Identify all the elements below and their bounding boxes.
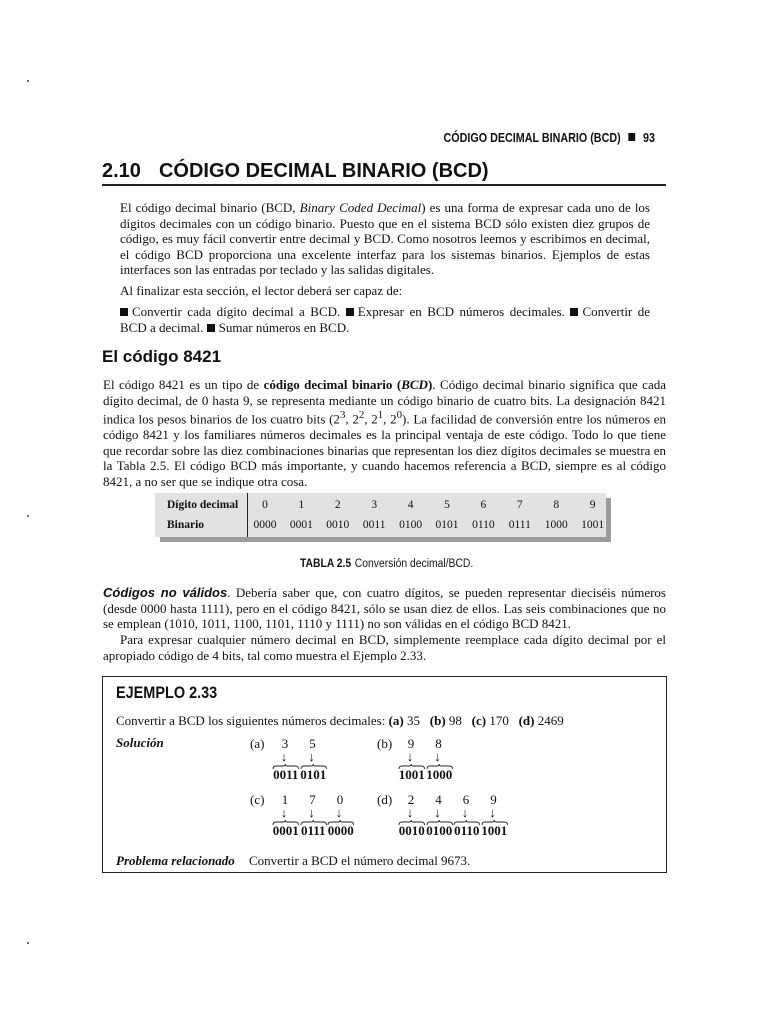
square-bullet-icon [628, 133, 635, 141]
body-text: . Código decimal binario significa que cada dígito decimal, de 0 hasta 9, se representa mediante un código binario de cuatro bits. La designación 8421 indica los pesos binarios de los cuatro bits (2 [103, 377, 666, 427]
invalid-codes-text: . Debería saber que, con cuatro dígitos, se pueden representar dieciséis números (desde 0000 hasta 1111), pero en el código 8421, sólo se usan diez de ellos. Las seis combinaciones que no se emplean (1010, 1011, 1100, 1101, 1110 y 1111) no son válidas en el código BCD 8421. [103, 585, 666, 632]
table-row-label: Dígito decimal [167, 499, 239, 511]
table-cell-binary: 0100 [399, 519, 423, 531]
table-cell-binary: 0000 [253, 519, 277, 531]
table-cell-binary: 0111 [508, 519, 531, 531]
bcd-result [398, 823, 508, 839]
down-arrow-icon: ↓ [434, 749, 441, 764]
table-cell-binary: 1000 [544, 519, 568, 531]
statement-part-value: 2469 [537, 713, 564, 728]
down-arrow-icon: ↓ [280, 749, 288, 764]
body-text: , 2 [345, 411, 359, 427]
invalid-codes-paragraph [103, 585, 666, 632]
table-cell-digit: 2 [334, 499, 341, 511]
bcd-group: 1000 [426, 767, 453, 782]
down-arrow-icon: ↓ [308, 805, 315, 820]
section-title [102, 160, 489, 183]
statement-part-value: 98 [448, 713, 462, 728]
section-rule [102, 184, 666, 186]
statement-part-value: 35 [407, 713, 421, 728]
body-text: , 2 [364, 411, 378, 427]
exponent: 1 [377, 409, 384, 422]
bcd-result [272, 767, 327, 783]
decimal-digit: 4 [435, 792, 442, 807]
decimal-digit: 9 [407, 736, 415, 751]
table-row-label: Binario [167, 519, 205, 531]
table-box [155, 493, 606, 537]
statement-part-label: (a) [388, 713, 404, 728]
bcd-group: 0001 [272, 823, 299, 838]
subsection-title: El código 8421 [102, 347, 222, 366]
intro-text: ) es una forma de expresar cada uno de los dígitos decimales con un código binario. Puesto que en el sistema BCD sólo existen diez grupos de código, es muy fácil convertir entre decimal y BCD. Como nosotros leemos y escribimos en decimal, el código BCD proporciona una excelente interfaz para los sistemas binarios. Ejemplos de estas interfaces son las entradas por teclado y las salidas digitales. [120, 200, 650, 278]
bcd-group: 1001 [398, 767, 425, 782]
table-cell-digit: 1 [298, 499, 305, 511]
down-arrow-icon: ↓ [308, 749, 315, 764]
bcd-group: 0101 [300, 767, 327, 782]
objective-item: Convertir cada dígito decimal a BCD. [132, 304, 341, 319]
bcd-group: 0011 [273, 767, 299, 782]
statement-part-label: (b) [429, 713, 446, 728]
solution-label: Solución [116, 735, 164, 750]
body-bold-text: código decimal binario ( [263, 377, 402, 392]
objective-item: Expresar en BCD números decimales. [357, 304, 565, 319]
body-paragraph [103, 377, 666, 489]
decimal-digit: 7 [309, 792, 316, 807]
decimal-digit: 6 [462, 792, 470, 807]
running-head [436, 131, 655, 145]
exponent: 3 [339, 409, 346, 422]
decimal-digit: 1 [281, 792, 289, 807]
decimal-digit: 3 [281, 736, 289, 751]
example-statement-text: Convertir a BCD los siguientes números decimales: [116, 713, 389, 728]
bcd-result [398, 767, 453, 783]
decimal-digit: 9 [490, 792, 497, 807]
solution-part-label: (b) [377, 736, 393, 751]
table-cell-digit: 4 [407, 499, 414, 511]
statement-part-label: (c) [471, 713, 487, 728]
example-statement [116, 713, 564, 729]
down-arrow-icon: ↓ [461, 805, 469, 820]
table-cell-binary: 0011 [362, 519, 386, 531]
body-bold [264, 377, 433, 392]
down-arrow-icon: ↓ [335, 805, 343, 820]
body-text: , 2 [383, 411, 397, 427]
margin-speck [27, 515, 29, 517]
table-caption-text: Conversión decimal/BCD. [354, 558, 474, 570]
intro-text: El código decimal binario (BCD, [120, 200, 300, 215]
body-bold-text: ) [427, 377, 433, 392]
solution-part-label: (c) [250, 792, 265, 807]
statement-part-value: 170 [489, 713, 509, 728]
table-cell-binary: 0110 [472, 519, 495, 531]
table-cell-digit: 5 [444, 499, 450, 511]
margin-speck [27, 942, 29, 944]
down-arrow-icon: ↓ [406, 805, 414, 820]
objectives-lead: Al finalizar esta sección, el lector deberá ser capaz de: [120, 283, 403, 298]
bcd-result [272, 823, 355, 839]
related-problem-label: Problema relacionado [116, 853, 235, 868]
table-cell-binary: 1001 [581, 519, 605, 531]
table-cell-digit: 7 [516, 499, 523, 511]
intro-paragraph [120, 200, 650, 278]
solution-part-label: (a) [250, 736, 265, 751]
bcd-group: 0110 [454, 823, 480, 838]
square-bullet-icon [207, 324, 215, 332]
intro-emphasis: Binary Coded Decimal [299, 200, 422, 215]
invalid-codes-label: Códigos no válidos [103, 585, 228, 600]
table-cell-digit: 8 [553, 499, 560, 511]
body-text: ). La facilidad de conversión entre los números en código 8421 y los familiares números decimales es la principal ventaja de este código. Todo lo que tiene que recordar sobre las diez combinaciones binarias que representan los diez dígitos decimales se muestra en la Tabla 2.5. El código BCD más importante, y cuando hacemos referencia a BCD, siempre es al código 8421, a no ser que se indique otra cosa. [103, 411, 666, 489]
down-arrow-icon: ↓ [280, 805, 288, 820]
bcd-group: 0111 [300, 823, 326, 838]
bcd-group: 0000 [327, 823, 354, 838]
bcd-group: 0010 [398, 823, 425, 838]
body-bold-emphasis: BCD [401, 377, 428, 392]
example-box [102, 676, 667, 873]
bcd-group: 0100 [426, 823, 453, 838]
decimal-digit: 5 [309, 736, 316, 751]
decimal-digit: 0 [336, 792, 344, 807]
section-title-text: CÓDIGO DECIMAL BINARIO (BCD) [158, 160, 489, 182]
square-bullet-icon [346, 308, 354, 316]
objective-item: Sumar números en BCD. [218, 319, 350, 335]
body-text: El código 8421 es un tipo de [103, 377, 264, 392]
down-arrow-icon: ↓ [489, 805, 496, 820]
square-bullet-icon [120, 308, 128, 316]
objectives-list [120, 304, 650, 335]
exponent: 0 [396, 409, 403, 422]
objective-item: Convertir de BCD a decimal. [120, 304, 651, 335]
down-arrow-icon: ↓ [406, 749, 414, 764]
table-cell-binary: 0001 [289, 519, 313, 531]
down-arrow-icon: ↓ [434, 805, 441, 820]
margin-speck [27, 80, 29, 82]
table-caption-label: TABLA 2.5 [300, 558, 352, 570]
table-cell-digit: 0 [262, 499, 268, 511]
decimal-digit: 2 [407, 792, 415, 807]
bcd-group: 1001 [481, 823, 508, 838]
table-cell-binary: 0101 [435, 519, 459, 531]
related-problem-text: Convertir a BCD el número decimal 9673. [249, 853, 471, 868]
table-cell-digit: 9 [589, 499, 596, 511]
table-cell-digit: 6 [480, 499, 487, 511]
conversion-table [155, 493, 611, 542]
table-cell-digit: 3 [371, 499, 378, 511]
example-title: EJEMPLO 2.33 [116, 683, 218, 702]
solution-part-label: (d) [377, 792, 393, 807]
section-number: 2.10 [102, 160, 141, 182]
conversion-instruction: Para expresar cualquier número decimal en BCD, simplemente reemplace cada dígito decimal por el apropiado código de 4 bits, tal como muestra el Ejemplo 2.33. [103, 632, 666, 663]
page-number: 93 [643, 131, 655, 145]
table-caption [300, 558, 473, 570]
decimal-digit: 8 [435, 736, 442, 751]
exponent: 2 [358, 409, 365, 422]
statement-part-label: (d) [518, 713, 535, 728]
square-bullet-icon [570, 308, 578, 316]
running-head-title: CÓDIGO DECIMAL BINARIO (BCD) [443, 131, 621, 145]
table-cell-binary: 0010 [326, 519, 350, 531]
